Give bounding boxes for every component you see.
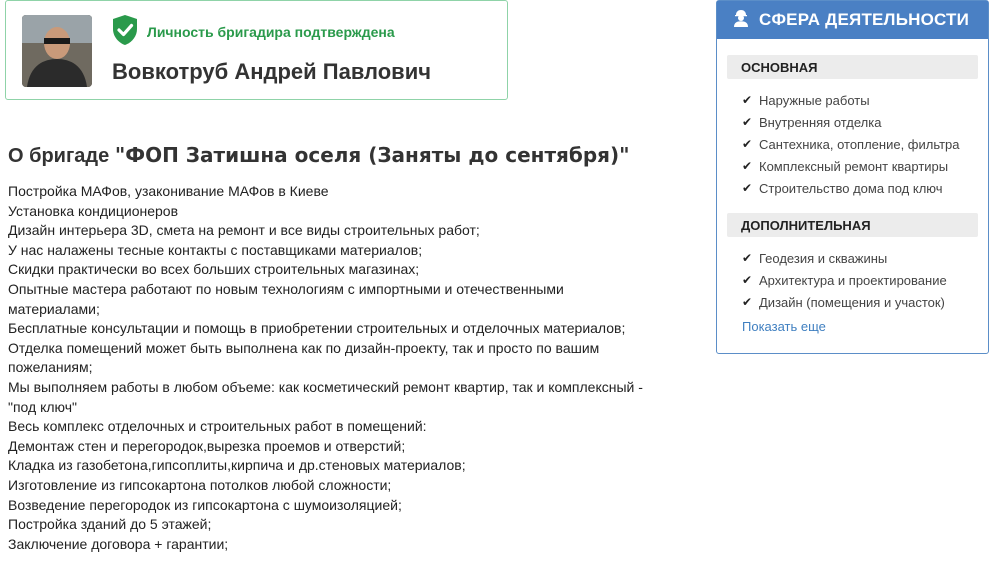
description-line: У нас налажены тесные контакты с поставщиками материалов; xyxy=(8,241,423,258)
category-item[interactable] xyxy=(742,133,988,155)
description-line: Постройка зданий до 5 этажей; xyxy=(8,516,212,533)
category-item[interactable] xyxy=(742,111,988,133)
description-line: Весь комплекс отделочных и строительных работ в помещений: xyxy=(8,418,427,435)
category-label: Дизайн (помещения и участок) xyxy=(759,294,945,310)
secondary-section-title: ДОПОЛНИТЕЛЬНАЯ xyxy=(727,213,978,237)
about-description xyxy=(8,182,658,554)
category-label: Наружные работы xyxy=(759,92,870,108)
checkmark-icon: ✔ xyxy=(742,251,753,265)
checkmark-icon: ✔ xyxy=(742,181,753,195)
checkmark-icon: ✔ xyxy=(742,93,753,107)
description-line: Отделка помещений может быть выполнена как по дизайн-проекту, так и просто по вашим пожеланиям; xyxy=(8,339,600,376)
description-line: Возведение перегородок из гипсокартона с шумоизоляцией; xyxy=(8,496,402,513)
description-line: Установка кондиционеров xyxy=(8,202,179,219)
checkmark-icon: ✔ xyxy=(742,273,753,287)
verified-badge xyxy=(111,16,395,48)
description-line: Кладка из газобетона,гипсоплиты,кирпича и др.стеновых материалов; xyxy=(8,457,466,474)
category-item[interactable] xyxy=(742,177,988,199)
category-item[interactable] xyxy=(742,155,988,177)
about-title xyxy=(8,143,630,168)
category-item[interactable] xyxy=(742,89,988,111)
checkmark-icon: ✔ xyxy=(742,295,753,309)
description-line: Скидки практически во всех больших строительных магазинах; xyxy=(8,261,420,278)
shield-check-icon xyxy=(111,14,139,51)
category-item[interactable] xyxy=(742,291,988,313)
description-line: Постройка МАФов, узаконивание МАФов в Киеве xyxy=(8,183,329,199)
category-label: Геодезия и скважины xyxy=(759,250,888,266)
brigadier-profile-card xyxy=(5,0,508,100)
category-label: Архитектура и проектирование xyxy=(759,272,947,288)
category-label: Строительство дома под ключ xyxy=(759,180,943,196)
about-title-prefix: О бригаде xyxy=(8,145,115,167)
description-line: Мы выполняем работы в любом объеме: как косметический ремонт квартир, так и комплексный - "под ключ" xyxy=(8,378,643,415)
description-line: Изготовление из гипсокартона потолков любой сложности; xyxy=(8,476,392,493)
checkmark-icon: ✔ xyxy=(742,137,753,151)
verified-text: Личность бригадира подтверждена xyxy=(147,24,395,40)
primary-category-list xyxy=(717,89,988,199)
category-label: Внутренняя отделка xyxy=(759,114,882,130)
checkmark-icon: ✔ xyxy=(742,115,753,129)
category-label: Комплексный ремонт квартиры xyxy=(759,158,949,174)
brigade-name: "ФОП Затишна оселя (Заняты до сентября)" xyxy=(114,143,630,167)
category-item[interactable] xyxy=(742,247,988,269)
checkmark-icon: ✔ xyxy=(742,159,753,173)
activity-sphere-panel xyxy=(716,0,989,354)
brigadier-name: Вовкотруб Андрей Павлович xyxy=(112,59,431,84)
sidebar-title: СФЕРА ДЕЯТЕЛЬНОСТИ xyxy=(759,10,970,29)
secondary-category-list xyxy=(717,247,988,313)
category-label: Сантехника, отопление, фильтра xyxy=(759,136,960,152)
sidebar-header xyxy=(717,1,988,39)
primary-section-title: ОСНОВНАЯ xyxy=(727,55,978,79)
category-item[interactable] xyxy=(742,269,988,291)
description-line: Заключение договора + гарантии; xyxy=(8,535,229,552)
show-more-link[interactable]: Показать еще xyxy=(742,319,826,334)
description-line: Дизайн интерьера 3D, смета на ремонт и все виды строительных работ; xyxy=(8,222,480,239)
description-line: Демонтаж стен и перегородок,вырезка проемов и отверстий; xyxy=(8,437,406,454)
description-line: Бесплатные консультации и помощь в приобретении строительных и отделочных материалов; xyxy=(8,320,626,337)
worker-icon xyxy=(733,9,749,32)
avatar[interactable] xyxy=(22,15,92,87)
description-line: Опытные мастера работают по новым технологиям с импортными и отечественными материалами; xyxy=(8,280,564,317)
